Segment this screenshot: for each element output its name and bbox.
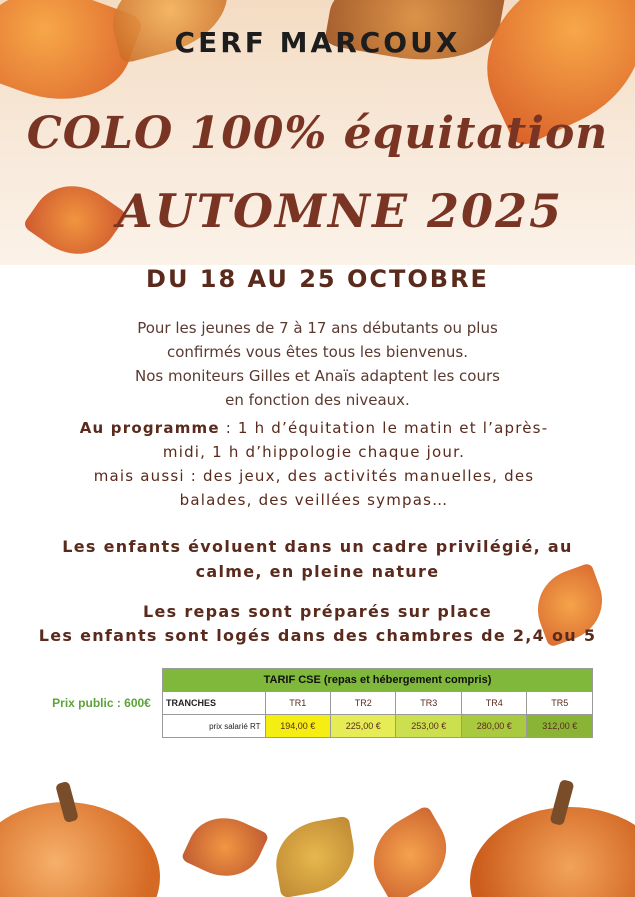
- table-cell: TR3: [396, 692, 461, 715]
- autumn-leaves-icon: [358, 805, 462, 897]
- lodging-line: Les repas sont préparés sur place: [143, 602, 492, 621]
- intro-line: confirmés vous êtes tous les bienvenus.: [166, 343, 469, 361]
- table-row: [41, 669, 593, 692]
- intro-line: Pour les jeunes de 7 à 17 ans débutants ou plus: [137, 319, 498, 337]
- table-cell: TR1: [265, 692, 330, 715]
- programme-line: midi, 1 h d’hippologie chaque jour.: [162, 443, 466, 461]
- intro-paragraph: [60, 316, 575, 412]
- programme-line: balades, des veillées sympas…: [179, 491, 449, 509]
- setting-line: calme, en pleine nature: [195, 562, 440, 581]
- table-cell: TR5: [527, 692, 593, 715]
- pumpkin-icon: [0, 802, 160, 897]
- programme-text: : 1 h d’équitation le matin et l’après-: [219, 419, 549, 437]
- setting-paragraph: [20, 534, 615, 584]
- table-cell: TR4: [461, 692, 526, 715]
- autumn-leaves-icon: [181, 805, 270, 889]
- table-cell: 253,00 €: [396, 715, 461, 738]
- autumn-leaves-icon: [270, 816, 361, 897]
- page-title: COLO 100% équitation: [26, 108, 609, 159]
- setting-line: Les enfants évoluent dans un cadre privilégié, au: [62, 537, 573, 556]
- intro-line: Nos moniteurs Gilles et Anaïs adaptent les cours: [135, 367, 500, 385]
- programme-label: Au programme: [79, 419, 220, 437]
- event-dates: DU 18 AU 25 OCTOBRE: [146, 265, 489, 293]
- table-cell: TR2: [331, 692, 396, 715]
- lodging-line: Les enfants sont logés dans des chambres de 2,4 ou 5: [38, 626, 597, 645]
- table-header: TARIF CSE (repas et hébergement compris): [163, 669, 593, 692]
- programme-line: [14, 416, 614, 440]
- public-price: Prix public : 600€: [52, 696, 151, 710]
- brand-name: CERF MARCOUX: [174, 26, 461, 59]
- table-cell: TRANCHES: [163, 692, 266, 715]
- lodging-paragraph: [0, 600, 635, 648]
- table-cell: 280,00 €: [461, 715, 526, 738]
- programme-line: mais aussi : des jeux, des activités manuelles, des: [93, 467, 535, 485]
- autumn-header: [0, 0, 635, 265]
- programme-paragraph: [14, 416, 614, 512]
- table-cell: prix salarié RT: [163, 715, 266, 738]
- pumpkin-footer: [0, 772, 635, 897]
- price-table: [41, 668, 593, 738]
- table-cell: 312,00 €: [527, 715, 593, 738]
- table-cell: 194,00 €: [265, 715, 330, 738]
- page-subtitle: AUTOMNE 2025: [116, 184, 564, 238]
- intro-line: en fonction des niveaux.: [225, 391, 410, 409]
- table-cell: 225,00 €: [331, 715, 396, 738]
